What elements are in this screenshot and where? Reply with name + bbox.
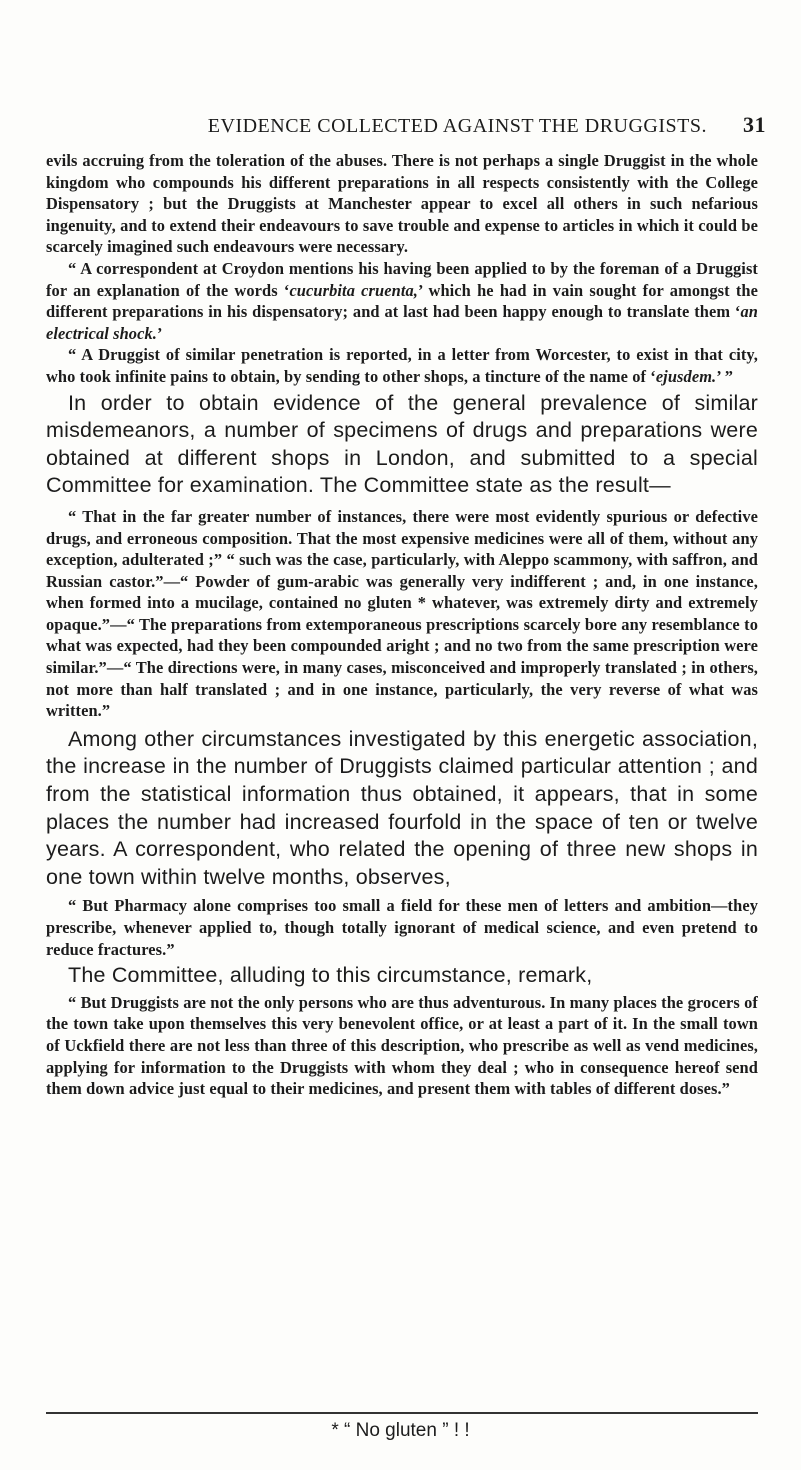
paragraph-committee-remark: The Committee, alluding to this circumstance, remark,	[68, 963, 593, 988]
footnote: * “ No gluten ” ! !	[331, 1420, 470, 1441]
paragraph-worcester-text-a: “ A Druggist of similar penetration is reported, in a letter from Worcester, to exist in that city, who took infinite pains to obtain, by sending to other shops, a tincture of the name of ‘	[46, 345, 758, 386]
running-head-title: EVIDENCE COLLECTED AGAINST THE DRUGGISTS.	[207, 115, 707, 137]
paragraph-croydon-italic-2: an electrical shock.	[46, 302, 758, 343]
paragraph-worcester	[46, 344, 758, 387]
paragraph-croydon-text-b: ’ which he had in vain sought for amongst the different preparations in his dispensatory; and at last had been happy enough to translate them ‘	[46, 280, 758, 322]
paragraph-worcester-italic: ejusdem.	[655, 366, 717, 386]
paragraph-committee-quote: “ That in the far greater number of instances, there were most evidently spurious or defective drugs, and erroneous composition. That the most expensive medicines were all of them, without any exception, adulterated ;” “ such was the case, particularly, with Aleppo scammony, with saffron, and Russian castor.”—“ Powder of gum-arabic was generally very indifferent ; and, in one instance, when formed into a mucilage, contained no gluten * whatever, was extremely dirty and extremely opaque.”—“ The preparations from extemporaneous prescriptions scarcely bore any resemblance to what was expected, had they been compounded aright ; and no two from the same prescription were similar.”—“ The directions were, in many cases, misconceived and improperly translated ; in others, not more than half translated ; and in one instance, particularly, the very reverse of what was written.”	[46, 506, 758, 721]
paragraph-worcester-text-b: ’ ”	[716, 366, 734, 386]
paragraph-croydon-italic-1: cucurbita cruenta,	[289, 280, 418, 300]
running-head	[46, 112, 766, 138]
paragraph-croydon	[46, 258, 758, 344]
paragraph-croydon-text-c: ’	[156, 323, 163, 343]
page-body	[46, 150, 758, 1100]
paragraph-grocers-quote: “ But Druggists are not the only persons who are thus adventurous. In many places the grocers of the town take upon themselves this very benevolent office, or at least a part of it. In the small town of Uckfield there are not less than three of this description, who prescribe as well as vend medicines, applying for information to the Druggists with whom they deal ; who in consequence hereof send them down advice just equal to their medicines, and present them with tables of different doses.”	[46, 992, 758, 1099]
paragraph-pharmacy-quote: “ But Pharmacy alone comprises too small a field for these men of letters and ambition—they prescribe, whenever applied to, though totally ignorant of medical science, and even pretend to reduce fractures.”	[46, 896, 758, 959]
paragraph-circumstances: Among other circumstances investigated by this energetic association, the increase in the number of Druggists claimed particular attention ; and from the statistical information thus obtained, it appears, that in some places the number had increased fourfold in the space of ten or twelve years. A correspondent, who related the opening of three new shops in one town within twelve months, observes,	[46, 726, 758, 889]
paragraph-evidence: In order to obtain evidence of the general prevalence of similar misdemeanors, a number of specimens of drugs and preparations were obtained at different shops in London, and submitted to a special Committee for examination. The Committee state as the result—	[46, 390, 758, 498]
paragraph-1: evils accruing from the toleration of the abuses. There is not perhaps a single Druggist in the whole kingdom who compounds his different preparations in all respects consistently with the College Dispensatory ; but the Druggists at Manchester appear to excel all others in such nefarious ingenuity, and to extend their endeavours to save trouble and expense to articles in which it could be scarcely imagined such endeavours were necessary.	[46, 151, 758, 257]
footnote-rule	[46, 1412, 758, 1414]
page-number: 31	[743, 112, 766, 137]
paragraph-croydon-text-a: “ A correspondent at Croydon mentions his having been applied to by the foreman of a Druggist for an explanation of the words ‘	[46, 258, 758, 300]
